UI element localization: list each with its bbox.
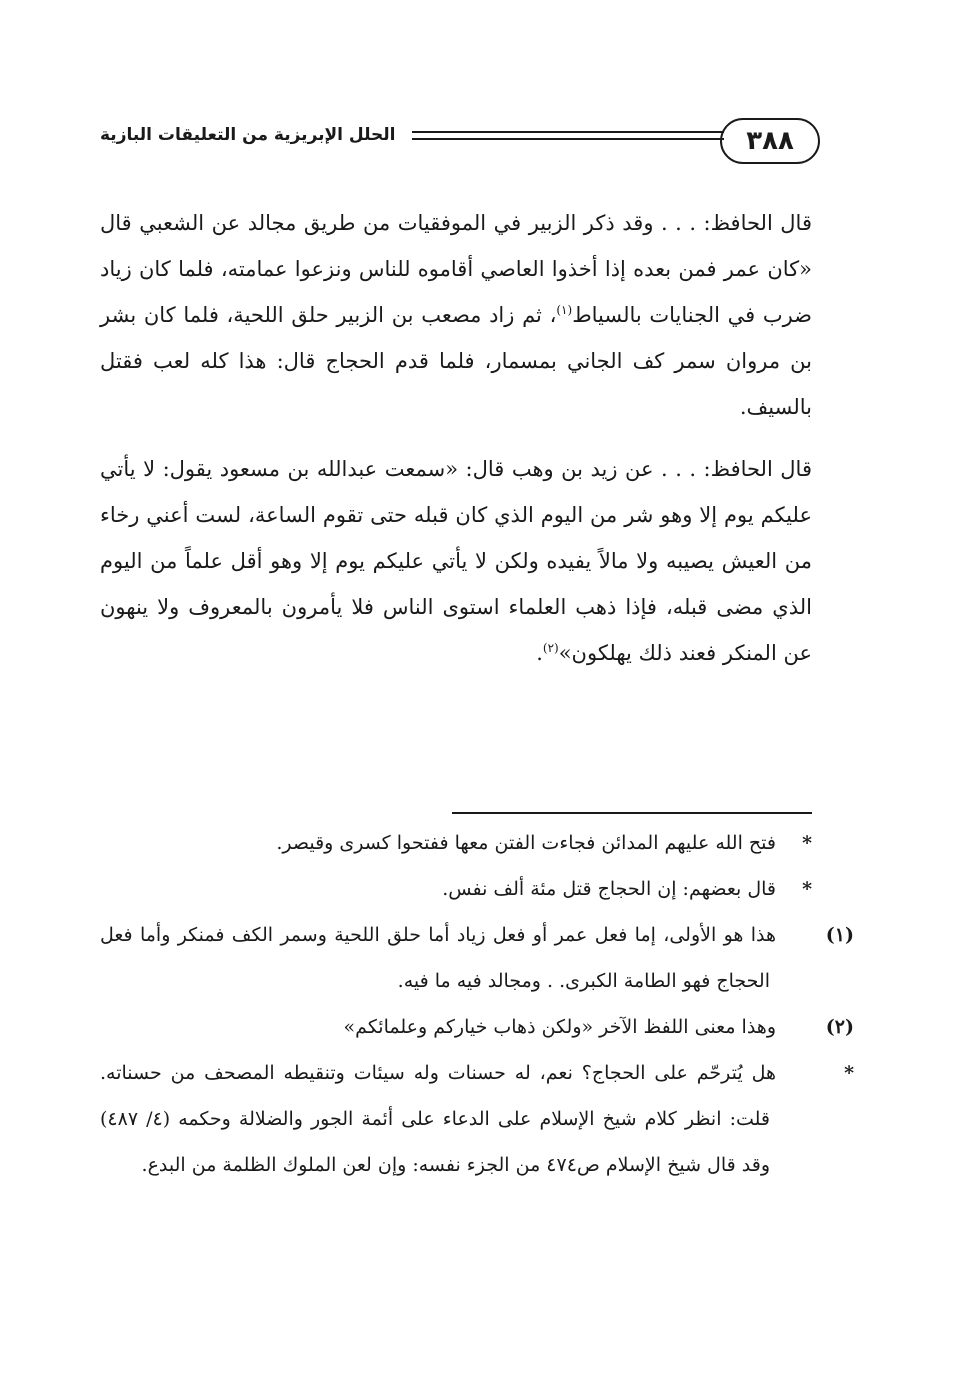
header-rule xyxy=(412,131,724,140)
star-marker: * xyxy=(802,832,812,854)
page-header xyxy=(100,118,820,168)
footnote-separator xyxy=(452,812,812,814)
footnote-1 xyxy=(100,912,854,1004)
paragraph-1-text-cont: ، ثم زاد مصعب بن الزبير حلق اللحية، فلما كان بشر بن مروان سمر كف الجاني بمسمار، فلما قدم الحجاج قال: هذا كله لعب فقتل بالسيف. xyxy=(100,303,812,419)
footnote-1-marker: (١) xyxy=(825,924,854,946)
star-marker: * xyxy=(844,1062,854,1084)
paragraph-2-end: . xyxy=(536,641,543,665)
footnote-ref-1: (١) xyxy=(556,303,573,317)
footnote-1-text: هذا هو الأولى، إما فعل عمر أو فعل زياد أما حلق اللحية وسمر الكف فمنكر وأما فعل الحجاج فهو الطامة الكبرى. . ومجالد فيه ما فيه. xyxy=(100,924,776,992)
footnote-2-marker: (٢) xyxy=(825,1016,854,1038)
footnote-star-1-text: فتح الله عليهم المدائن فجاءت الفتن معها ففتحوا كسرى وقيصر. xyxy=(276,832,776,854)
footnotes xyxy=(100,820,854,1188)
main-text xyxy=(100,200,812,692)
book-title: الحلل الإبريزية من التعليقات البازية xyxy=(100,125,396,145)
paragraph-2-text: قال الحافظ: . . . عن زيد بن وهب قال: «سمعت عبدالله بن مسعود يقول: لا يأتي عليكم يوم إلا وهو شر من اليوم الذي كان قبله حتى تقوم الساعة، لست أعني رخاء من العيش يصيبه ولا مالاً يفيده ولكن لا يأتي عليكم يوم إلا وهو أقل علماً من اليوم الذي مضى قبله، فإذا ذهب العلماء استوى الناس فلا يأمرون بالمعروف ولا ينهون عن المنكر فعند ذلك يهلكون» xyxy=(100,457,812,665)
footnote-star-3 xyxy=(100,1050,854,1188)
footnote-star-3-text: هل يُترحّم على الحجاج؟ نعم، له حسنات وله سيئات وتنقيطه المصحف من حسناته. قلت: انظر كلام شيخ الإسلام على الدعاء على أئمة الجور والضلالة وحكمه (٤/ ٤٨٧) وقد قال شيخ الإسلام ص٤٧٤ من الجزء نفسه: وإن لعن الملوك الظلمة من البدع. xyxy=(100,1062,776,1176)
footnote-star-2 xyxy=(100,866,812,912)
footnote-star-1 xyxy=(100,820,812,866)
paragraph-1 xyxy=(100,200,812,430)
footnote-star-2-text: قال بعضهم: إن الحجاج قتل مئة ألف نفس. xyxy=(442,878,776,900)
star-marker: * xyxy=(802,878,812,900)
footnote-2-text: وهذا معنى اللفظ الآخر «ولكن ذهاب خياركم وعلمائكم» xyxy=(343,1016,776,1038)
footnote-ref-2: (٢) xyxy=(542,641,559,655)
paragraph-2 xyxy=(100,446,812,676)
paragraph-1-text: قال الحافظ: . . . وقد ذكر الزبير في الموفقيات من طريق مجالد عن الشعبي قال «كان عمر فمن بعده إذا أخذوا العاصي أقاموه للناس ونزعوا عمامته، فلما كان زياد ضرب في الجنايات بالسياط xyxy=(100,211,813,327)
page-number: ٣٨٨ xyxy=(720,118,820,164)
footnote-2 xyxy=(100,1004,854,1050)
